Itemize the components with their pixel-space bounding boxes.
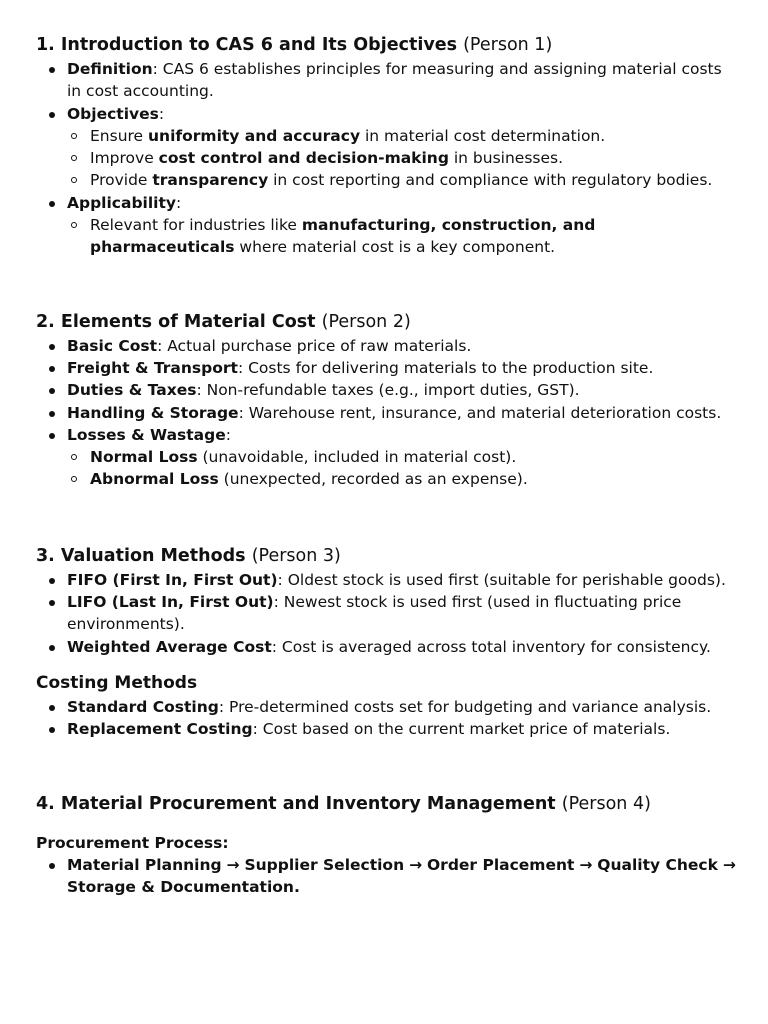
list-item [67,379,740,401]
list-item [67,357,740,379]
section-2-title: 2. Elements of Material Cost [36,311,316,332]
item-label: Standard Costing [67,697,219,716]
item-text: : Costs for delivering materials to the production site. [237,358,654,377]
item-label: Freight & Transport [67,358,238,377]
item-text: : Cost is averaged across total inventory for consistency. [271,637,711,656]
step-quality-check: Quality Check [597,855,718,874]
item-label: LIFO (Last In, First Out) [67,593,274,612]
definition-text: : CAS 6 establishes principles for measuring and assigning material costs in cost accounting. [67,60,722,101]
procurement-list [36,854,740,899]
sub-item-label: Normal Loss [90,448,198,467]
applicability-item [90,214,740,259]
procurement-process-heading: Procurement Process: [36,833,229,852]
item-text: : Actual purchase price of raw materials. [157,336,472,355]
objective-item [90,147,740,169]
section-1-list [36,58,740,259]
costing-methods-heading: Costing Methods [36,672,198,693]
section-3-list [36,569,740,658]
item-label: Losses & Wastage [67,425,226,444]
step-supplier-selection: Supplier Selection [244,855,405,874]
list-item-applicability [67,192,740,259]
list-item [67,718,740,740]
step-storage-documentation: Storage & Documentation. [67,877,300,896]
item-label: Duties & Taxes [67,381,197,400]
applicability-post: where material cost is a key component. [234,238,556,257]
item-text: : Non-refundable taxes (e.g., import duties, GST). [196,381,580,400]
arrow-right-icon: → [409,855,423,874]
objective-1-pre: Ensure [90,126,149,145]
item-text: : Newest stock is used first (used in fluctuating price environments). [67,593,682,634]
objective-3-pre: Provide [90,171,153,190]
sub-item [90,446,740,468]
applicability-label: Applicability [67,193,177,212]
objectives-sublist [67,125,740,192]
applicability-sublist [67,214,740,259]
list-item [67,424,740,491]
item-label: Basic Cost [67,336,158,355]
list-item-objectives [67,103,740,192]
applicability-pre: Relevant for industries like [90,216,302,235]
list-item [67,335,740,357]
list-item [67,696,740,718]
sub-item-text: (unexpected, recorded as an expense). [218,470,528,489]
section-1-title: 1. Introduction to CAS 6 and Its Objectives [36,35,458,55]
section-4-heading [36,791,740,817]
objectives-label: Objectives [67,104,159,123]
definition-label: Definition [67,60,153,78]
objective-item [90,125,740,147]
sub-item [90,468,740,490]
objective-2-pre: Improve [90,149,159,168]
item-text: : Pre-determined costs set for budgeting and variance analysis. [218,697,712,716]
section-4-person: (Person 4) [561,793,651,814]
losses-sublist [67,446,740,491]
section-2-list [36,335,740,491]
section-4-title: 4. Material Procurement and Inventory Management [36,793,556,814]
objective-2-post: in businesses. [448,149,564,168]
applicability-colon: : [176,193,182,212]
sub-item-text: (unavoidable, included in material cost). [197,448,517,467]
arrow-right-icon: → [579,855,593,874]
section-1-person: (Person 1) [463,35,553,55]
costing-methods-list [36,696,740,741]
sub-item-label: Abnormal Loss [90,470,219,489]
applicability-bold: manufacturing, construction, and pharmaceuticals [90,216,596,257]
item-label: Replacement Costing [67,720,253,739]
objective-item [90,169,740,191]
item-text: : Warehouse rent, insurance, and material deterioration costs. [238,403,722,422]
list-item [67,569,740,591]
item-text: : Oldest stock is used first (suitable for perishable goods). [277,570,726,589]
objective-1-post: in material cost determination. [360,126,606,145]
item-label: Handling & Storage [67,403,239,422]
objective-3-post: in cost reporting and compliance with regulatory bodies. [268,171,713,190]
list-item-definition [67,58,740,103]
section-3-title: 3. Valuation Methods [36,545,246,566]
objectives-colon: : [158,104,165,123]
section-2-heading [36,309,740,335]
section-1-heading [36,32,740,58]
section-3-person: (Person 3) [251,545,341,566]
arrow-right-icon: → [226,855,240,874]
item-text: : [225,425,231,444]
objective-2-bold: cost control and decision-making [158,149,449,168]
list-item [67,402,740,424]
step-material-planning: Material Planning [67,855,222,874]
objective-3-bold: transparency [152,171,269,190]
item-label: FIFO (First In, First Out) [67,570,278,589]
list-item [67,636,740,658]
step-order-placement: Order Placement [427,855,575,874]
arrow-right-icon: → [722,855,736,874]
section-2-person: (Person 2) [321,311,411,332]
item-text: : Cost based on the current market price of materials. [252,720,671,739]
procurement-steps [67,854,740,899]
section-3-heading [36,543,740,569]
objective-1-bold: uniformity and accuracy [148,126,361,145]
list-item [67,591,740,636]
item-label: Weighted Average Cost [67,637,272,656]
